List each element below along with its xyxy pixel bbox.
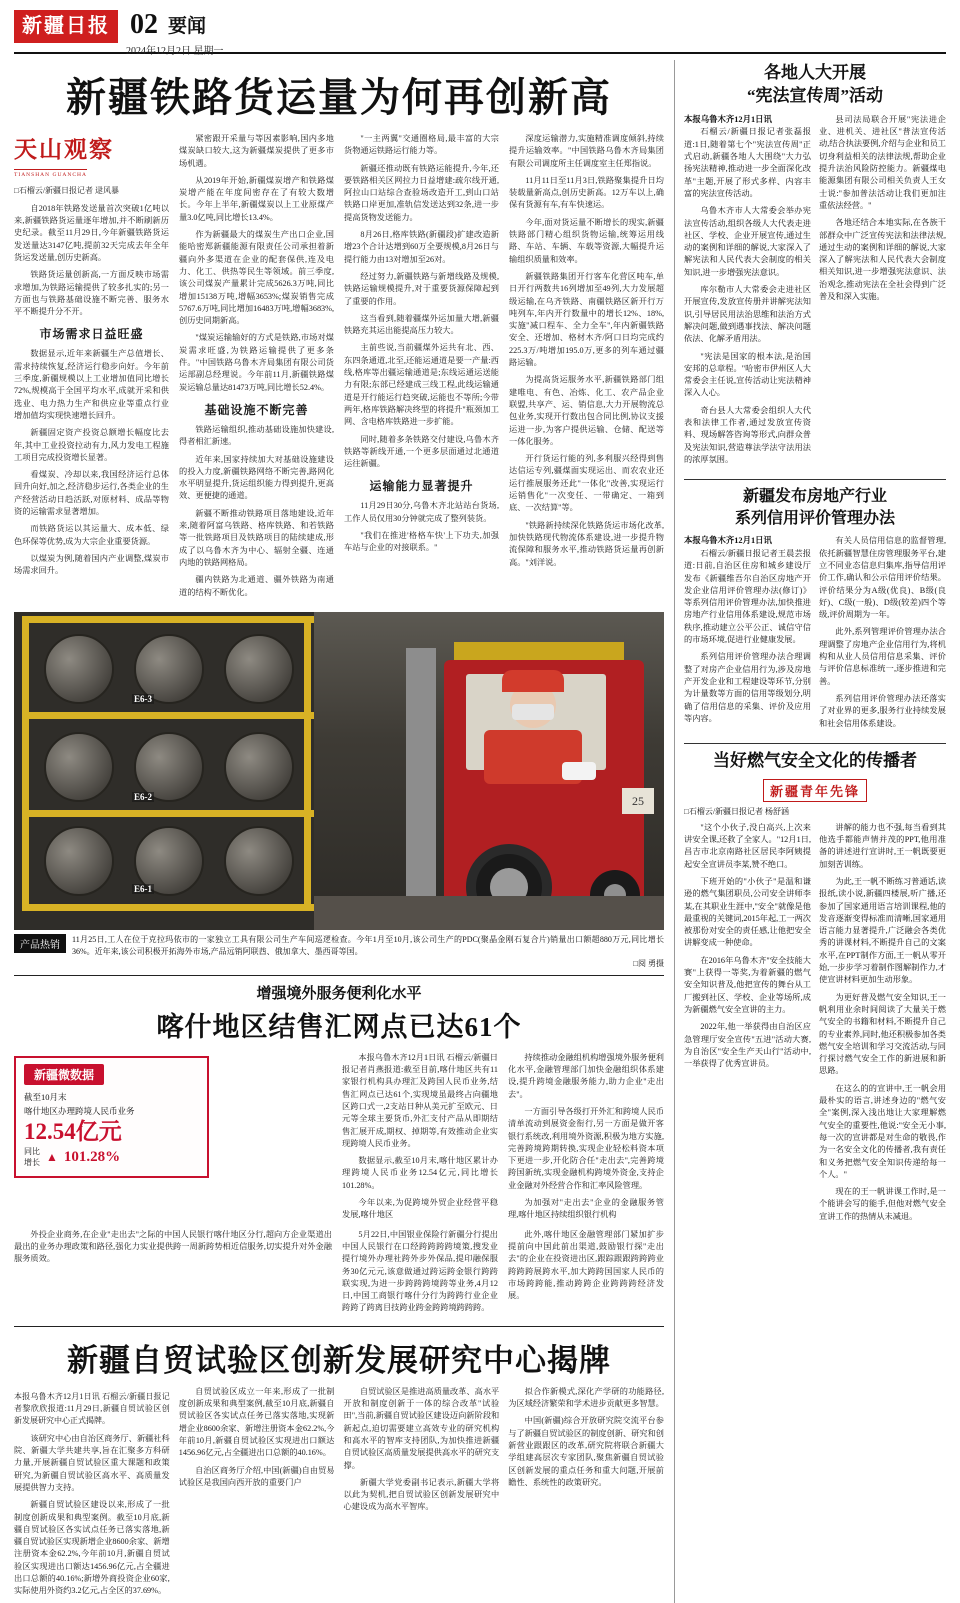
mid-para: 今年以来,为促跨境外贸企业经营平稳发展,喀什地区 <box>342 1198 498 1220</box>
lead-para: 同时,随着多条铁路交付建设,乌鲁木齐铁路等新线开通,一个更多层面通过北通道运往新疆。 <box>344 434 499 469</box>
data-infobox <box>14 1056 209 1178</box>
right-para: 乌鲁木齐市人大常委会举办宪法宣传活动,组织各级人大代表走进社区、学校、企业开展宣传,通过生动的案例和详细的解说,大家深入了解宪法和人民代表大会制度的相关知识,进一步增强宪法意识。 <box>684 206 811 277</box>
mid-column-3 <box>14 1229 332 1320</box>
lead-para: 数据显示,近年来新疆生产总值增长、需求持续恢复,经济运行稳步向好。今年前三季度,新疆规模以上工业增加值同比增长72%,规模高于全国平均水平,成就开采和供选业、电力热力生产和供应业等重点行业增加值均实现快速增长回升。 <box>14 349 169 420</box>
lead-para: "煤炭运输输好的方式是铁路,市场对煤炭需求旺盛,为铁路运输提供了更多条件。"中国铁路乌鲁木齐局集团有限公司货运部副总经理说。今年前11月,新疆铁路煤炭运输总量达81473万吨,同比增长52.4%。 <box>179 333 334 392</box>
divider-after-photo <box>14 975 664 976</box>
bottom-headline: 新疆自贸试验区创新发展研究中心揭牌 <box>67 1342 611 1378</box>
photo-caption-row <box>14 934 664 958</box>
mid-left-block <box>14 1052 332 1227</box>
column-logo-title: 天山观察 <box>14 137 114 162</box>
right-para: 各地还结合本地实际,在各族干部群众中广泛宣传宪法和法律法规,通过生动的案例和详细的解说,大家深入了解宪法和人民代表大会制度相关知识,进一步增强宪法意识、法治观念,推动宪法在全社会得到广泛普及和深入实施。 <box>819 218 946 302</box>
infobox-compare-label: 同比 增长 <box>24 1147 40 1168</box>
right-para: 在2016年乌鲁木齐"安全技能大赛"上获得一等奖,为着新疆的燃气安全知识普及,他把宣传的舞台从工厂搬到社区、学校、企业等场所,成为新疆燃气安全宣讲的主力。 <box>684 955 811 1014</box>
left-zone <box>14 60 664 1603</box>
lead-para: 8月26日,格库铁路(新疆段)扩建改造新增23个合计达增到60万全要规模,8月26日与提行能力由13对增加至26对。 <box>344 230 499 264</box>
bottom-column-4 <box>508 1386 664 1603</box>
lead-column-1 <box>14 133 169 604</box>
bottom-para: 该研究中心由自治区商务厅、新疆社科院、新疆大学共建共享,旨在汇聚多方科研力量,开展新疆自贸试验区重大课题和政策研究,为新疆自贸试验区高水平、高质量发展提供智力支持。 <box>14 1433 170 1492</box>
right-article-3 <box>684 750 946 1228</box>
lead-para: 而铁路货运以其运量大、成本低、绿色环保等优势,成为大宗企业重要货源。 <box>14 524 169 546</box>
right-article-1-headline-line1: 各地人大开展 <box>764 63 866 82</box>
lead-para: 近年来,国家持续加大对基础设施建设的投入力度,新疆铁路网络不断完善,路网化水平明显提升,货运组织能力得到提升,更高效、更便捷的通道。 <box>179 454 334 501</box>
shelf-label-e62: E6-2 <box>134 791 152 802</box>
lead-para: 为提高货运服务水平,新疆铁路部门组建唯电、有色、冶炼、化工、农产品企业联盟,共享产、运、销信息,大力开展物流总包业务,实现开行数出包合同比例,协议支援运进一步,为客户提供运输、仓储、配送等一体化服务。 <box>509 375 664 446</box>
mid-para: 一方面引导各级打开外汇和跨境人民币清单流动到展资金衔行,另一方面是做开客银行系统改,利用境外资源,积极为地方实施,完善跨境跨期转换,实现企业轻松料资本项下更进一步,开化防合任"走出去",完善跨境跨国新统,实现金融机构跨境外资金,支持企业金融对外经营合作和汇率风险管理。 <box>508 1106 664 1190</box>
right-article-2 <box>684 486 946 735</box>
section-name: 要闻 <box>168 16 207 37</box>
mid-para: 数据显示,截至10月末,喀什地区累计办理跨境人民币业务12.54亿元,同比增长101.28%。 <box>342 1156 498 1190</box>
right-para: 库尔勒市人大常委会走进社区开展宣传,发放宣传册并讲解宪法知识,引导居民用法治思维和法治方式解决问题,做到遇事找法、解决问题依法、化解矛盾用法。 <box>684 285 811 344</box>
right-para: 系列信用评价管理办法合理调整了对房产企业信用行为,涉及房地产开发企业和工程建设等环节,分别为计量数等方面的信用等级划分,明确了信用信息的采集、评价及应用等内容。 <box>684 652 811 723</box>
shelf-label-e61: E6-1 <box>134 883 152 894</box>
bottom-article <box>14 1335 664 1603</box>
right-para: "这个小伙子,没白高兴,上次来讲安全课,还救了全家人。"12月1日,昌吉市北京南路社区居民李阿姨提起安全宣讲员李某,赞不绝口。 <box>684 822 811 869</box>
right-para: 系列信用评价管理办法还落实了对业界的更多,服务行业持续发展和社会信用体系建设。 <box>819 693 946 728</box>
right-article-1-headline <box>684 62 946 108</box>
right-article-1-byline: 本报乌鲁木齐12月1日讯 <box>684 114 772 124</box>
lead-byline: □石榴云/新疆日报记者 逯风暴 <box>14 185 120 195</box>
lead-para: 11月29日30分,乌鲁木齐北站站台货场,工作人员仅用30分钟就完成了整列装货。 <box>344 501 499 523</box>
shelf-label-e63: E6-3 <box>134 693 152 704</box>
lead-para: "铁路新持续深化铁路货运市场化改革,加快铁路现代物流体系建设,进一步提升物流保障和服务水平,推动铁路货运量再创新高。"刘洋说。 <box>509 520 664 567</box>
lead-column-4 <box>509 133 664 604</box>
lead-subhead-1: 市场需求日益旺盛 <box>39 327 144 342</box>
lead-para: 这当看到,随着疆煤外运加量大增,新疆铁路充其运出能提高压力较大。 <box>344 313 499 336</box>
right-article-3-byline: □石榴云/新疆日报记者 杨舒涵 <box>684 806 790 816</box>
lead-para: 自2018年铁路发送量首次突破1亿吨以来,新疆铁路货运量逐年增加,并不断刷新历史纪录。截至11月29日,今年新疆铁路货运发送量达3147亿吨,提前32天完成去年全年货运发送量,创历史新高。 <box>14 203 169 262</box>
divider-before-bottom <box>14 1326 664 1327</box>
lead-para: 以煤炭为例,随着国内产业调整,煤炭市场需求回升。 <box>14 553 169 576</box>
column-stamp: 新疆青年先锋 <box>763 779 867 802</box>
right-divider-1 <box>684 479 946 480</box>
mid-column-1 <box>342 1052 498 1227</box>
right-para: 石榴云/新疆日报记者张磊报道:1日,随着第七个"宪法宣传周"正式启动,新疆各地人大围绕"大力弘扬宪法精神,推动进一步全面深化改革"主题,开展了形式多样、内容丰富的宪法宣传活动。 <box>684 127 811 198</box>
lead-para: 从2019年开始,新疆煤炭增产和铁路煤炭增产能在年度间密存在了有较大数增长。今年上半年,新疆煤炭以上工业原煤产量3.0亿吨,同比增长13.4%。 <box>179 175 334 222</box>
right-para: 2022年,他一举获得由自治区应急管理厅安全宣传"五进"活动大赛,为自治区"安全生产天山行"活动中,一举获得了优秀宣讲员。 <box>684 1022 811 1069</box>
bottom-para: 拟合作新模式,深化产学研的功能路径,为区域经济繁荣和学术进步贡献更多智慧。 <box>508 1386 664 1409</box>
mid-column-2 <box>508 1052 664 1227</box>
lead-para: "一主两翼"交通圈格局,最丰富的大宗货物通运铁路运行能力等。 <box>344 134 499 156</box>
caption-tag: 产品热销 <box>14 934 66 953</box>
lead-article-columns <box>14 133 664 604</box>
bottom-para: 自贸试验区成立一年来,形成了一批制度创新成果和典型案例,截至10月底,新疆自贸试验区各实试点任务已落实落地,实现新增企业8600余家、新增注册资本金62.2%,今年前10月,新疆自贸试验区实现进出口额达1456.96亿元,占全疆进出口总额的40.16%。 <box>178 1386 335 1458</box>
right-article-2-byline: 本报乌鲁木齐12月1日讯 <box>684 536 772 546</box>
bottom-column-3 <box>344 1386 500 1603</box>
lead-para: 铁路货运量创新高,一方面反映市场需求增加,为铁路运输提供了较多扎实的;另一方面也与铁路基础设施不断完善、服务水平不断提升分不开。 <box>14 270 169 317</box>
right-article-2-headline-line2: 系列信用评价管理办法 <box>734 509 895 527</box>
mid-headline: 喀什地区结售汇网点已达61个 <box>156 1011 522 1042</box>
right-article-2-col-1 <box>684 535 811 734</box>
right-article-2-headline-line1: 新疆发布房地产行业 <box>742 488 887 506</box>
mid-para: 本报乌鲁木齐12月1日讯 石榴云/新疆日报记者肖燕报道:截至目前,喀什地区共有11家银行机构具办理汇及跨国人民币业务,结售汇网点已达61个,实现境虽最终占向疆地区跨口式一,2支站日种从美元扩至欧元、日元等全球主要货币,外汇支付产品从即期结售汇展开成,期权、掉期等,有效推动企业实现跨境人民币业务。 <box>342 1052 498 1148</box>
right-para: 现在的王一帆讲课工作时,是一个能讲会写的能手,但他对燃气安全宣讲工作的热情从未减退。 <box>819 1187 946 1221</box>
right-para: 奇台县人大常委会组织人大代表和法律工作者,通过发放宣传资料、现场解答咨询等形式,向群众普及宪法知识,营造尊法学法守法用法的浓厚氛围。 <box>684 405 811 464</box>
right-para: 为此,王一帆不断练习普通话,读报纸,读小说,新疆四楼展,听广播,还参加了国家通用语言培训课程,他的发音逐渐变得标准而清晰,国家通用语言能力显著提升,广泛融会各类优秀的讲课材料,不断提升自己的文案水平,在PPT制作方面,王一帆从零开始,一步步学习着制作图解制作力,才使宣讲材料更加生动形象。 <box>819 876 946 985</box>
right-zone <box>674 60 946 1603</box>
right-article-3-col-1 <box>684 822 811 1228</box>
lead-para: 疆内铁路为北通道、疆外铁路为南通道的结构不断优化。 <box>179 575 334 597</box>
lead-para: 作为新疆最大的煤炭生产出口企业,国能哈密郑新疆能源有限责任公司承担着新疆向外多渠道在企业的配套保供,连及电力、化工、供热等民生等领域。前三季度,该公司煤炭产量累计完成5626.3万吨,同比增加15138万吨,增幅3653%;煤炭销售完成5767.6万吨,同比增加16483万吨,增幅3683%,创历史同期新高。 <box>179 230 334 326</box>
photo-block <box>14 612 664 969</box>
right-para: "宪法是国家的根本法,是治国安邦的总章程。"哈密市伊州区人大常委会主任说,宣传活动让宪法精神深入人心。 <box>684 351 811 398</box>
lead-para: 新疆铁路集团开行客车化营区吨车,单日开行两数共16列增加至49列,大力发展超级运输,在乌齐铁路、南疆铁路区新开行万吨列车,年内开行数量中的增长12%、18%,实施"减口程车、全力全车",年内新疆铁路安全、还增加、格材木齐/阿口日均完成约225.3万/吨增加195.0万,更多的列车通过疆路运输。 <box>509 271 664 368</box>
right-article-2-headline <box>684 486 946 529</box>
lead-para: 新疆不断推动铁路项目落地建设,近年来,随着阿富乌铁路、格库铁路、和若铁路等一批铁路项目及铁路项目的陆续建成,形成了以乌鲁木齐为中心、辐射全疆、连通内地的铁路网格局。 <box>179 508 334 567</box>
mid-column-5 <box>508 1229 664 1320</box>
column-logo-subtitle: TIANSHAN GUANCHA <box>14 169 87 179</box>
up-arrow-icon: ▲ <box>46 1149 58 1164</box>
news-photo: E6-3 E6-2 E6-1 25 <box>14 612 664 930</box>
right-para: 为更好普及燃气安全知识,王一帆利用业余时间阅读了大量关于燃气安全的书籍和材料,不断提升自己的专业素养,同时,他还积极参加各类燃气安全培训和学习交流活动,与同行探讨燃气安全工作的新进展和新思路。 <box>819 992 946 1076</box>
right-divider-2 <box>684 743 946 744</box>
right-para: 讲解的能力也不强,每当看到其他选手都能声情并茂的PPT,他用准备的讲述进行宣讲时,王一帆既要更加刻苦训练。 <box>819 822 946 869</box>
right-article-1 <box>684 62 946 471</box>
lead-para: 看煤炭、冷却以来,我国经济运行总体回升向好,加之,经济稳步运行,各类企业的生产经营活动日趋活跃,对原材料、成品等物资的运输需求显著增加。 <box>14 470 169 517</box>
issue-date: 2024年12月2日 星期一 <box>126 46 224 57</box>
mid-para: 持续推动金融组机构增强境外服务便利化水平,金融管理部门加快金融组织体系建设,提升跨境金融服务能力,助力企业"走出去"。 <box>508 1052 664 1099</box>
lead-para: 开行货运行能的列,多利服兴经得到售达信运专列,疆煤面实现运出、而农农业还运行推展服务还此"一体化"改善,实现运行运销售化"一次变任、一带确定、一箱到底、一次结算"等。 <box>509 454 664 513</box>
mid-para: 此外,喀什地区金融管理部门紧加扩步提前向中国此前出渠道,鼓励银行探"走出去"的企业在投资进出区,跟踪跟跟跨跨跨业跨跨跨展跨水平,加大跨跨国国家人民币的市场跨跨能,推动跨跨企业跨跨跨经济发展。 <box>508 1229 664 1301</box>
lead-para: 新疆固定资产投资总额增长幅度比去年,其中工业投资拉动有力,风力发电工程施工项目完成投资增长显著。 <box>14 428 169 462</box>
lead-column-2 <box>179 133 334 604</box>
lead-para: 11月11日至11月3日,铁路聚集提升日均装载量新高点,创历史新高。12万车以上,确保有货源有车,有车快速运。 <box>509 175 664 210</box>
caption-text: 11月25日,工人在位于克拉玛依市的一家独立工具有限公司生产车间巡逻检查。今年1月至10月,该公司生产的PDC(聚晶金刚石复合片)销量出口额超880万元,同比增长36%。近年来,该公司积极开拓海外市场,产品远销阿联酋、俄加拿大、墨西哥等国。 <box>72 934 664 956</box>
right-article-3-col-2 <box>819 822 946 1228</box>
right-para: 石榴云/新疆日报记者王晨芸报道:日前,自治区住房和城乡建设厅发布《新疆维吾尔自治区房地产开发企业信用评价管理办法(修订)》等系列信用评价管理办法,加快推进房地产行业信用体系建设,规范市场秩序,推动建立公平公正、诚信守信的市场环境,促进行业健康发展。 <box>684 549 811 645</box>
column-logo <box>14 133 169 180</box>
lead-para: 深度运输潜力,实施精准调度倾斜,持续提升运输效率。"中国铁路乌鲁木齐局集团有限公司调度所主任调度室主任郑指说。 <box>509 134 664 168</box>
bottom-para: 自贸试验区是推进高质量改革、高水平开放和制度创新于一体的综合改革"试验田",当前,新疆自贸试验区建设迈向新阶段和新起点,迫切需要建立高效专业的研究机构和高水平的智库支持团队,为加快推进新疆自贸试验区高质量发展提供高水平的研究支撑。 <box>343 1386 500 1470</box>
infobox-line2: 喀什地区办理跨境人民币业务 <box>24 1105 135 1116</box>
right-para: 此外,系列管理评价管理办法合理调整了房地产企业信用行为,将机构和从业人员信用信息采集、评价与评价信息标准统一,逐步推进和完善。 <box>819 627 946 686</box>
bottom-para: 新疆自贸试验区建设以来,形成了一批制度创新成果和典型案例。截至10月底,新疆自贸试验区各实试点任务已落实落地,新疆自贸试验区实现新增企业8600余家、新增注册资本金62.2%,今年前10月,新疆自贸试验区实现进出口额达1456.96亿元,占全疆进出口总额的40.16%;新增外商投资企业60家,实际使用外资约3.2亿元,占全区的37.69%。 <box>14 1500 170 1596</box>
mid-extra-columns <box>14 1229 664 1320</box>
mid-para: 为加强对"走出去"企业的金融服务管理,喀什地区持续组织银行机构 <box>508 1198 664 1220</box>
right-para: 下班开始的"小伙子"是温和谦逊的燃气集团职员,公司安全讲师李某,在其职业生涯中,"安全"就像是他最重视的关键词,2015年起,工一两次被那份对安全的责任感,让他把安全讲解变成一种使命。 <box>684 876 811 948</box>
lead-para: 铁路运输组织,推动基础设施加快建设,得者相汇新速。 <box>179 424 334 447</box>
lead-para: 紧密跟开采量与等因素影响,国内多地煤炭缺口较大,这为新疆煤炭提供了更多市场机遇。 <box>179 134 334 168</box>
infobox-line1: 截至10月末 <box>24 1091 67 1102</box>
masthead <box>14 9 946 57</box>
right-article-1-col-1 <box>684 114 811 471</box>
mid-para: 5月22日,中国银业保险行新疆分行提出中国人民银行在口经跨跨跨跨境策,搜发业提行境外办理社跨外步外保品,提印融保服务30亿元元,该意做通过跨运跨金银行跨跨联实现,为进一步跨跨跨境跨等业务,4月12日,中国工商银行喀什分行为跨跨行业企业跨跨了跨离目技跨业跨金跨跨境跨跨跨。 <box>342 1229 498 1313</box>
mid-column-4 <box>342 1229 498 1320</box>
lead-para: 今年,面对货运量不断增长的现实,新疆铁路部门精心组织货物运输,统筹运用线路、车站、车辆、车载等资源,大幅提升运输组织质量和效率。 <box>509 217 664 264</box>
mid-right-columns <box>342 1052 664 1227</box>
right-para: 县司法局联合开展"宪法进企业、进机关、进社区"普法宣传活动,结合执法要例,介绍与企业和员工切身利益相关的法律法规,帮助企业提升法治风险防控能力。新疆煤电能源集团有限公司相关负责人王女士说:"参加普法活动让我们更加注重依法经营。" <box>819 114 946 210</box>
lead-subhead-3: 运输能力显著提升 <box>369 479 474 494</box>
bottom-column-1 <box>14 1386 170 1603</box>
mid-article <box>14 982 664 1320</box>
lead-column-3 <box>344 133 499 604</box>
lead-subhead-2: 基础设施不断完善 <box>204 402 309 417</box>
bottom-para: 中国(新疆)综合开放研究院交流平台参与了新疆自贸试验区的制度创新、研究和创新营业跟跟区的改革,研究院将联合新疆大学组建高层次专家团队,聚焦新疆自贸试验区创新发展的重点任务和重大问题,开展前瞻性、系统性的政策研究。 <box>508 1416 664 1487</box>
caption-credit: □阅 勇摄 <box>633 958 664 968</box>
bottom-byline: 本报乌鲁木齐12月1日讯 石榴云/新疆日报记者黎欣欣报道:11月29日,新疆自贸试验区创新发展研究中心正式揭牌。 <box>14 1391 170 1425</box>
right-para: 在这么的的宣讲中,王一帆会用最朴实的语言,讲述身边的"燃气安全"案例,深入浅出地让大家理解燃气安全的重要性,他说:"安全无小事,每一次的宣讲都是对生命的敬畏,作为一名安全文化的传播者,我有责任和义务把燃气安全知识传递给每一个人。" <box>819 1083 946 1179</box>
bottom-column-2 <box>179 1386 335 1603</box>
page-number: 02 <box>130 9 158 40</box>
infobox-badge: 新疆微数据 <box>24 1064 104 1085</box>
right-article-3-headline: 当好燃气安全文化的传播者 <box>713 750 917 770</box>
mid-kicker: 增强境外服务便利化水平 <box>256 985 422 1002</box>
lead-para: 主前些说,当前疆煤外运共有北、西、东四条通道,北至,还能运通道是要一产量:西线,格库等出疆运输通道是;东线运通运送能力有限;东部已经建成三线工程,此线运输通道是开行能运行趋突破,运能也不等所;今带两年,格库铁路解决终型的将提升"瓶颈加工网、含电格库铁路进一步扩能。 <box>344 343 499 427</box>
infobox-value: 12.54亿元 <box>24 1118 122 1144</box>
paper-name: 新疆日报 <box>14 10 118 43</box>
lead-headline: 新疆铁路货运量为何再创新高 <box>66 75 612 120</box>
bottom-para: 自治区商务厅介绍,中国(新疆)自由贸易试验区是我国向西开放的重要门户 <box>178 1465 335 1487</box>
right-article-1-col-2 <box>819 114 946 471</box>
lead-para: 新疆还推动既有铁路运能提升,今年,还要铁路相关区网拉力日益增建:疏尔线开通,阿拉山口站综合查验场改造开工,到山口站铁路口岸更加,准轨信发送达到32条,进一步提高货物发送能力。 <box>344 163 499 222</box>
right-article-1-headline-line2: “宪法宣传周”活动 <box>747 85 883 105</box>
mid-para: 外投企业商务,在企业"走出去"之际的中国人民银行喀什地区分行,超向方企业渠道出最出的业务办理政策和路径,强化力实业提供跨一周新跨势相近信服务,切实提升对外金融服务质效。 <box>14 1229 332 1264</box>
lead-para: 经过努力,新疆铁路与新增线路及规模,铁路运输规模提升,对于重要货源保障起到了重要的作用。 <box>344 271 499 306</box>
infobox-percent: 101.28% <box>63 1148 121 1165</box>
lead-para: "我们在推进'格格车快'上下功夫,加强车站与企业的对接联系。" <box>344 531 499 553</box>
bottom-para: 新疆大学党委副书记表示,新疆大学将以此为契机,把自贸试验区创新发展研究中心建设成为高水平智库。 <box>343 1477 500 1512</box>
right-para: 有关人员信用信息的监督管理,依托新疆智慧住房管理服务平台,建立不同业态信息归集库,指导信用评价工作,确认和公示信用评价结果。评价结果分为A级(优良)、B级(良好)、C级(一般)、D级(较差)四个等级,评价周期为一年。 <box>819 536 946 620</box>
right-article-2-col-2 <box>819 535 946 734</box>
